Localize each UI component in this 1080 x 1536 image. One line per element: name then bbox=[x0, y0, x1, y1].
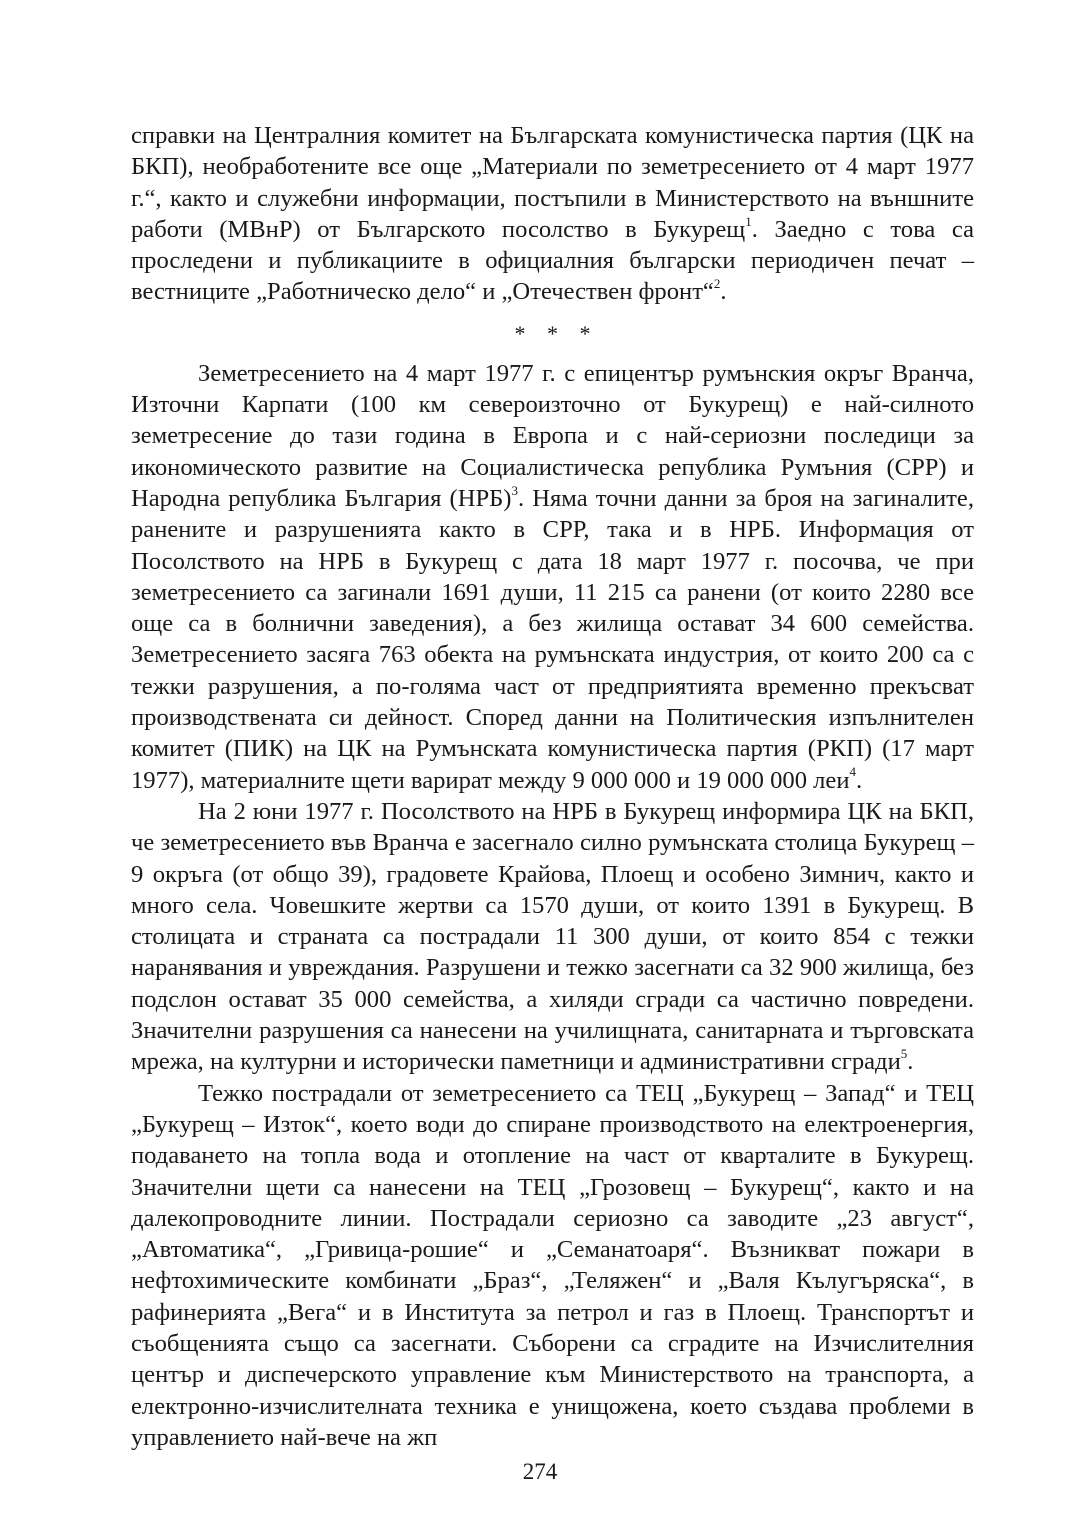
footnote-ref-1: 1 bbox=[745, 213, 752, 229]
paragraph-text: Тежко пострадали от земетресението са ТЕЦ „Букурещ – Запад“ и ТЕЦ „Букурещ – Изток“, което води до спиране производството на електроенергия, подаването на топла вода и отопление на част от кварталите в Букурещ. Значителни щети са нанесени на ТЕЦ „Грозовещ – Букурещ“, както и на далекопроводните линии. Пострадали сериозно са заводите „23 август“, „Автоматика“, „Гривица-рошие“ и „Семанатоаря“. Възникват пожари в нефтохимическите комбинати „Браз“, „Теляжен“ и „Валя Кълугъряска“, в рафинерията „Вега“ и в Института за петрол и газ в Плоещ. Транспортът и съобщенията също са засегнати. Съборени са сградите на Изчислителния център и диспечерското управление към Министерството на транспорта, а електронно-изчислителната техника е унищожена, което създава проблеми в управлението най-вече на жп bbox=[131, 1079, 974, 1451]
footnote-ref-4: 4 bbox=[849, 764, 856, 780]
footnote-ref-2: 2 bbox=[713, 276, 721, 292]
paragraph-text-tail: . Заедно с това са проследени и публикациите в официалния български периодичен печат – вестниците „Работническо дело“ и „Отечествен фронт“ bbox=[131, 215, 974, 306]
paragraph-text-tail: . Няма точни данни за броя на загиналите, ранените и разрушенията както в СРР, така и в НРБ. Информация от Посолството на НРБ в Букурещ с дата 18 март 1977 г. посочва, че при земетресението са загинали 1691 души, 11 215 са ранени (от които 2280 все още са в болнични заведения), а без жилища остават 34 600 семейства. Земетресението засяга 763 обекта на румънската индустрия, от които 200 са с тежки разрушения, а по-голяма част от предприятията временно прекъсват производствената си дейност. Според данни на Политическия изпълнителен комитет (ПИК) на ЦК на Румънската комунистическа партия (РКП) (17 март 1977), материалните щети варират между 9 000 000 и 19 000 000 леи bbox=[131, 484, 974, 794]
paragraph-intro-continuation bbox=[131, 120, 974, 308]
paragraph-text: справки на Централния комитет на Българската комунистическа партия (ЦК на БКП), необработените все още „Материали по земетресението от 4 март 1977 г.“, както и служебни информации, постъпили в Министерството на външните работи (МВнР) от Българското посолство в Букурещ bbox=[131, 122, 974, 243]
page-number: 274 bbox=[522, 1459, 558, 1484]
paragraph-text: На 2 юни 1977 г. Посолството на НРБ в Букурещ информира ЦК на БКП, че земетресението във Вранча е засегнало силно румънската столица Букурещ – 9 окръга (от общо 39), градовете Крайова, Плоещ и особено Зимнич, както и много села. Човешките жертви са 1570 души, от които 1391 в Букурещ. В столицата и страната са пострадали 11 300 души, от които 854 с тежки наранявания и увреждания. Разрушени и тежко засегнати са 32 900 жилища, без подслон остават 35 000 семейства, а хиляди сгради са частично повредени. Значителни разрушения са нанесени на училищната, санитарната и търговската мрежа, на културни и исторически паметници и административни сгради bbox=[131, 797, 974, 1076]
paragraph-text-end: . bbox=[856, 766, 863, 794]
footnote-ref-3: 3 bbox=[511, 482, 518, 498]
paragraph-embassy-report bbox=[131, 796, 974, 1078]
paragraph-infrastructure-damage bbox=[131, 1078, 974, 1454]
paragraph-text-end: . bbox=[720, 278, 727, 306]
paragraph-text-tail: . bbox=[907, 1048, 914, 1076]
paragraph-text: Земетресението на 4 март 1977 г. с епицентър румънския окръг Вранча, Източни Карпати (100 км североизточно от Букурещ) е най-силното земетресение до тази година в Европа и с най-сериозни последици за икономическото развитие на Социалистическа република Румъния (СРР) и Народна република България (НРБ) bbox=[131, 359, 974, 512]
footnote-ref-5: 5 bbox=[900, 1046, 908, 1062]
paragraph-earthquake-overview bbox=[131, 358, 974, 796]
page-body bbox=[131, 120, 974, 1453]
section-separator: * * * bbox=[514, 320, 599, 346]
